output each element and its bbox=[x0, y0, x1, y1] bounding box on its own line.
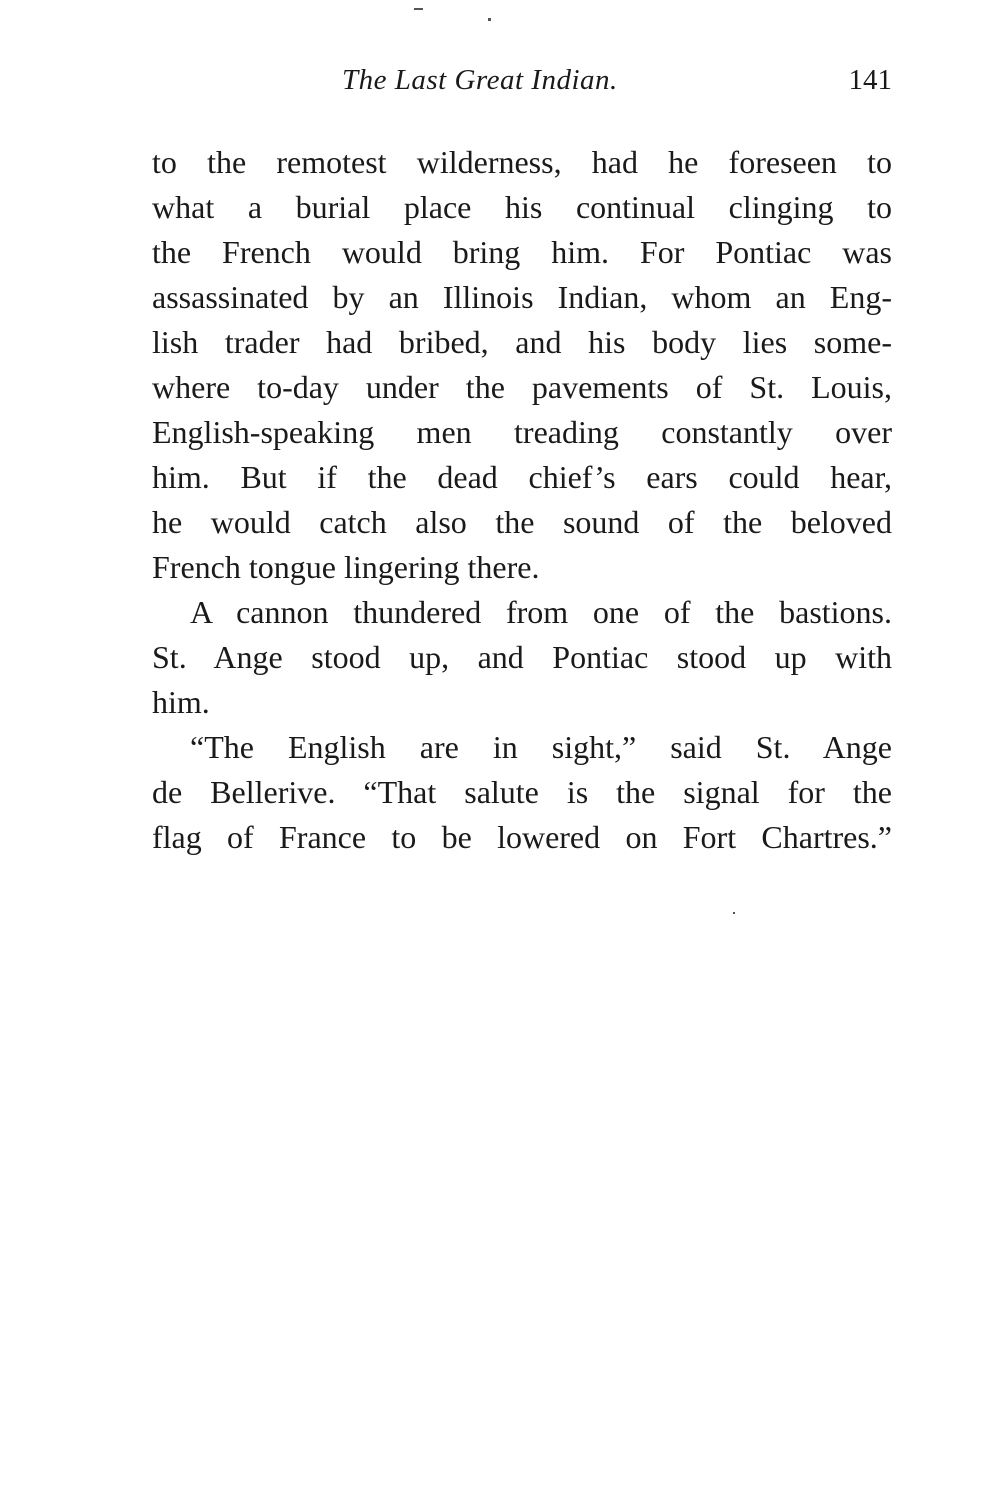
text-line: him. But if the dead chief’s ears could hear, bbox=[152, 459, 892, 495]
scan-speck bbox=[488, 18, 491, 21]
text-line: French tongue lingering there. bbox=[152, 549, 540, 585]
paragraph-2 bbox=[152, 590, 892, 725]
text-line: lish trader had bribed, and his body lies some- bbox=[152, 324, 892, 360]
text-line: St. Ange stood up, and Pontiac stood up with bbox=[152, 639, 892, 675]
page-number: 141 bbox=[848, 64, 892, 96]
text-line: the French would bring him. For Pontiac was bbox=[152, 234, 892, 270]
paragraph-3 bbox=[152, 725, 892, 860]
text-line: where to-day under the pavements of St. Louis, bbox=[152, 369, 892, 405]
scan-speck bbox=[733, 912, 735, 914]
body-text bbox=[152, 140, 892, 860]
text-line: him. bbox=[152, 684, 210, 720]
page-header bbox=[152, 64, 892, 108]
text-line: de Bellerive. “That salute is the signal for the bbox=[152, 774, 892, 810]
text-line: to the remotest wilderness, had he foreseen to bbox=[152, 144, 892, 180]
text-line: “The English are in sight,” said St. Ange bbox=[190, 729, 892, 765]
text-line: what a burial place his continual clinging to bbox=[152, 189, 892, 225]
running-title: The Last Great Indian. bbox=[342, 64, 618, 96]
scan-speck bbox=[414, 8, 423, 10]
text-line: English-speaking men treading constantly over bbox=[152, 414, 892, 450]
paragraph-1 bbox=[152, 140, 892, 590]
text-line: assassinated by an Illinois Indian, whom an Eng- bbox=[152, 279, 892, 315]
text-line: A cannon thundered from one of the bastions. bbox=[190, 594, 892, 630]
text-line: he would catch also the sound of the beloved bbox=[152, 504, 892, 540]
text-line: flag of France to be lowered on Fort Chartres.” bbox=[152, 819, 892, 855]
